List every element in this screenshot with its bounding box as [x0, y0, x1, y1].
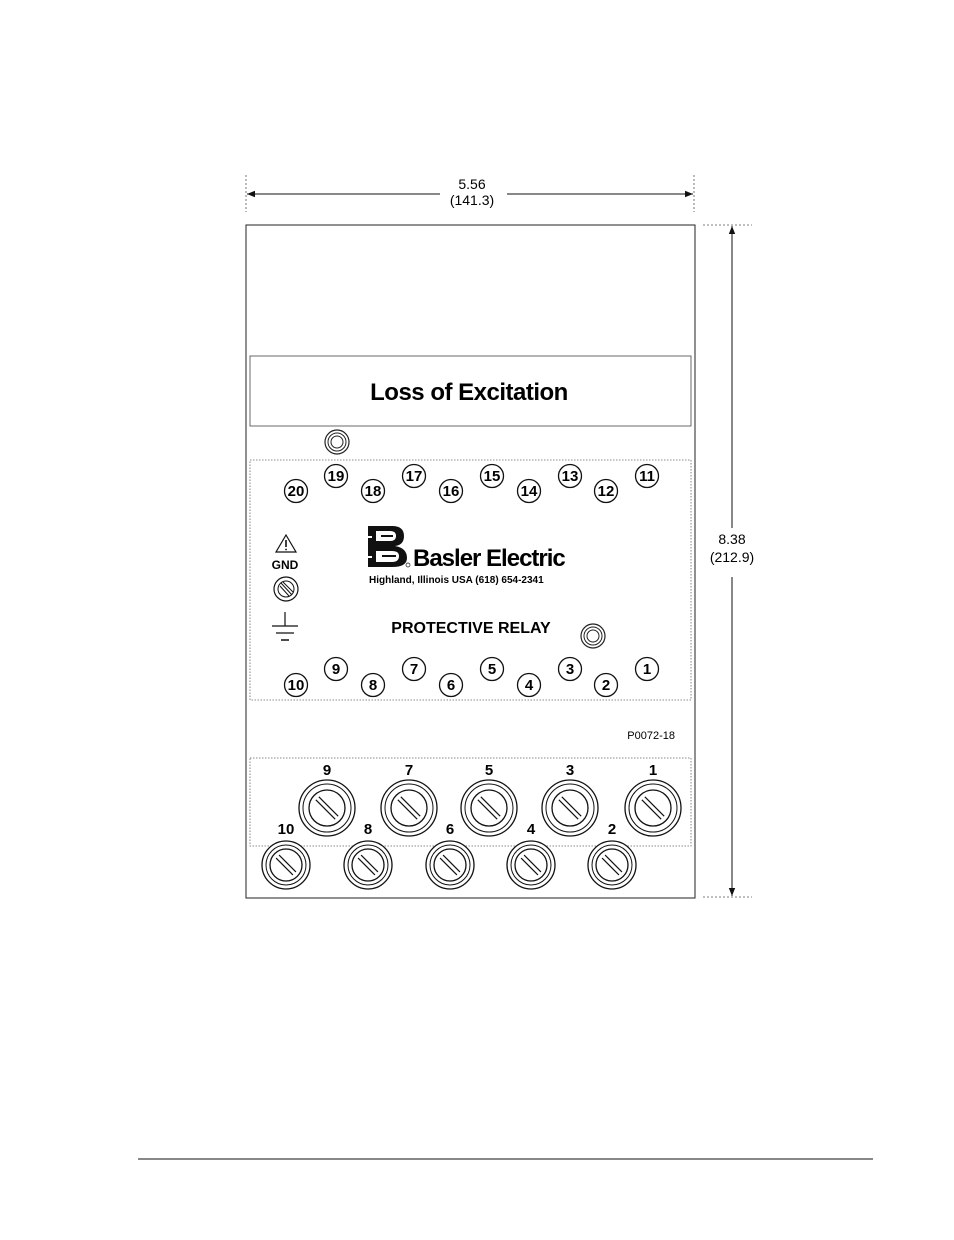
terminal-20 — [285, 480, 308, 503]
screw-terminal-number: 10 — [277, 821, 295, 838]
height-inches-label: 8.38 — [718, 531, 746, 547]
terminal-number: 18 — [364, 483, 382, 500]
terminal-4 — [518, 674, 541, 697]
terminal-number: 4 — [524, 677, 534, 694]
height-mm-label: (212.9) — [709, 549, 755, 565]
terminal-number: 9 — [331, 661, 341, 678]
screw-terminal-number: 7 — [404, 762, 414, 779]
screw-terminal-number: 5 — [484, 762, 494, 779]
terminal-9 — [325, 658, 348, 681]
terminal-number: 6 — [446, 677, 456, 694]
gnd-label: GND — [271, 558, 299, 572]
screw-head — [515, 849, 547, 881]
terminal-12 — [595, 480, 618, 503]
terminal-number: 15 — [483, 468, 501, 485]
terminal-5 — [481, 658, 504, 681]
screw-terminal-number: 2 — [607, 821, 617, 838]
terminal-number: 5 — [487, 661, 497, 678]
screw-head — [270, 849, 302, 881]
terminal-7 — [403, 658, 426, 681]
width-inches-label: 5.56 — [458, 176, 486, 192]
drawing-number: P0072-18 — [627, 730, 675, 742]
terminal-6 — [440, 674, 463, 697]
terminal-number: 12 — [597, 483, 615, 500]
terminal-18 — [362, 480, 385, 503]
target-indicator-top — [325, 430, 349, 454]
terminal-number: 11 — [639, 468, 655, 485]
terminal-2 — [595, 674, 618, 697]
target-indicator-bottom — [581, 624, 605, 648]
terminal-number: 17 — [405, 468, 423, 485]
terminal-number: 3 — [565, 661, 575, 678]
terminal-17 — [403, 465, 426, 488]
terminal-8 — [362, 674, 385, 697]
screw-terminal-number: 4 — [526, 821, 536, 838]
screw-head — [352, 849, 384, 881]
screw-head — [391, 790, 427, 826]
terminal-14 — [518, 480, 541, 503]
gnd-screw — [274, 577, 298, 601]
terminal-number: 13 — [561, 468, 579, 485]
brand-name: Basler Electric — [413, 545, 565, 572]
screw-head — [309, 790, 345, 826]
terminal-number: 19 — [327, 468, 345, 485]
screw-terminal-number: 9 — [322, 762, 332, 779]
screw-terminal-number: 8 — [363, 821, 373, 838]
terminal-3 — [559, 658, 582, 681]
width-dimension — [246, 175, 694, 212]
screw-terminal-number: 3 — [565, 762, 575, 779]
screw-terminal-number: 1 — [648, 762, 658, 779]
terminal-number: 16 — [442, 483, 460, 500]
screw-head — [471, 790, 507, 826]
terminal-number: 7 — [409, 661, 419, 678]
screw-head — [635, 790, 671, 826]
screw-terminal-number: 6 — [445, 821, 455, 838]
width-mm-label: (141.3) — [449, 192, 495, 208]
terminal-number: 2 — [601, 677, 611, 694]
terminal-1 — [636, 658, 659, 681]
screw-head — [552, 790, 588, 826]
terminal-number: 14 — [520, 483, 538, 500]
terminal-11 — [636, 465, 659, 488]
terminal-10 — [285, 674, 308, 697]
protective-relay-label: PROTECTIVE RELAY — [391, 620, 551, 637]
screw-head — [434, 849, 466, 881]
height-dimension — [703, 225, 754, 897]
terminal-16 — [440, 480, 463, 503]
screw-head — [596, 849, 628, 881]
terminal-number: 20 — [287, 483, 305, 500]
brand-address: Highland, Illinois USA (618) 654-2341 — [369, 575, 544, 586]
terminal-19 — [325, 465, 348, 488]
terminal-number: 1 — [642, 661, 652, 678]
terminal-13 — [559, 465, 582, 488]
relay-title: Loss of Excitation — [370, 379, 568, 406]
terminal-number: 8 — [368, 677, 378, 694]
terminal-number: 10 — [287, 677, 305, 694]
terminal-15 — [481, 465, 504, 488]
